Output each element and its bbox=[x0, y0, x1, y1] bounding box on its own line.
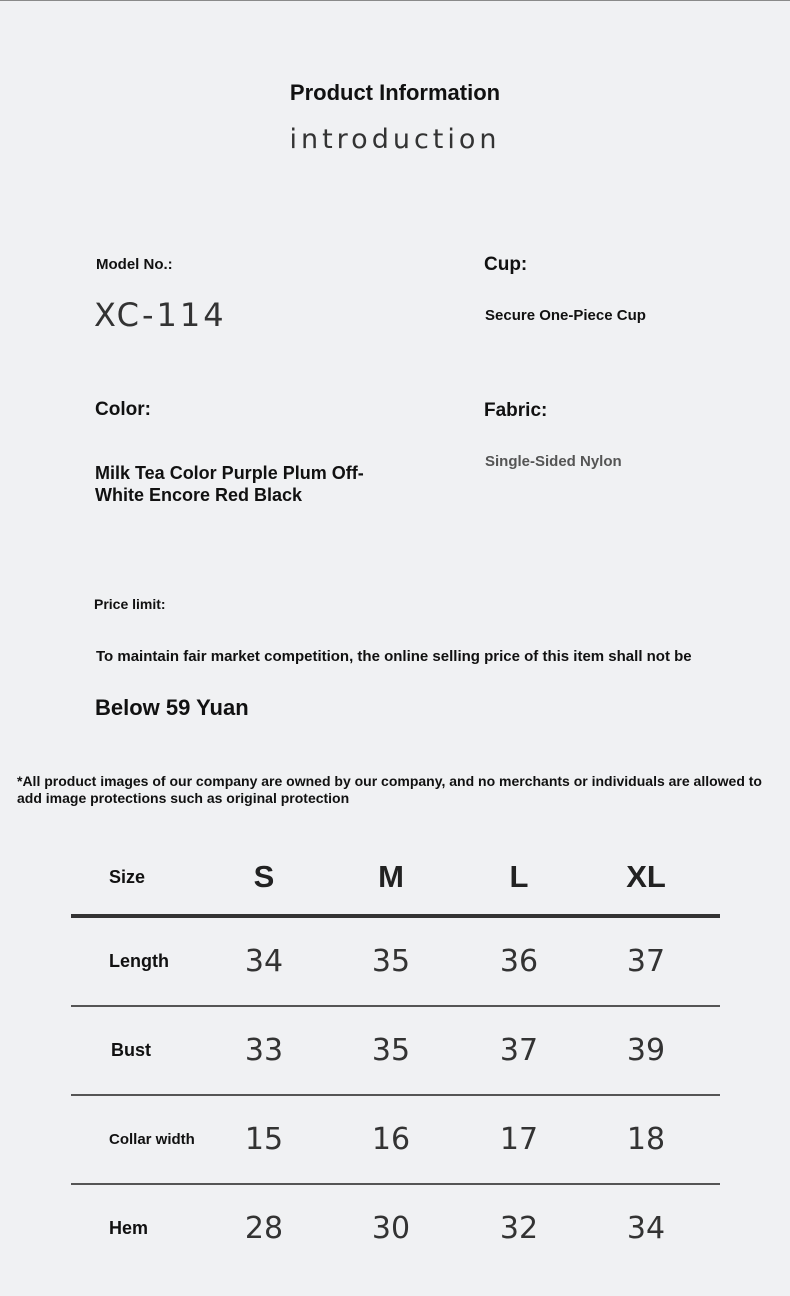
row-label: Bust bbox=[111, 1040, 151, 1060]
price-limit-description: To maintain fair market competition, the online selling price of this item shall not be bbox=[96, 648, 692, 665]
table-cell: 15 bbox=[244, 1122, 284, 1157]
cup-value: Secure One-Piece Cup bbox=[485, 307, 646, 324]
size-s: S bbox=[253, 859, 275, 894]
table-row-bust bbox=[71, 1007, 720, 1096]
cup-label: Cup: bbox=[484, 254, 528, 275]
model-value: XC-114 bbox=[94, 296, 227, 334]
table-cell: 36 bbox=[499, 944, 539, 979]
table-cell: 33 bbox=[244, 1033, 284, 1068]
table-cell: 18 bbox=[626, 1122, 666, 1157]
table-row-collar-width bbox=[71, 1096, 720, 1185]
size-m: M bbox=[378, 859, 404, 894]
row-label: Hem bbox=[109, 1218, 149, 1238]
table-cell: 35 bbox=[371, 944, 411, 979]
table-cell: 32 bbox=[499, 1211, 539, 1246]
table-cell: 37 bbox=[626, 944, 666, 979]
table-cell: 35 bbox=[371, 1033, 411, 1068]
page-title: Product Information bbox=[289, 80, 501, 105]
fabric-label: Fabric: bbox=[484, 400, 548, 421]
copyright-disclaimer: *All product images of our company are owned by our company, and no merchants or individuals are allowed to add image protections such as original protection bbox=[17, 773, 762, 806]
size-table bbox=[71, 840, 720, 1272]
size-xl: XL bbox=[626, 859, 666, 894]
price-limit-value: Below 59 Yuan bbox=[95, 695, 249, 720]
size-header-label: Size bbox=[109, 866, 146, 887]
table-cell: 17 bbox=[499, 1122, 539, 1157]
table-cell: 30 bbox=[371, 1211, 411, 1246]
row-label: Collar width bbox=[109, 1131, 195, 1148]
page-subtitle: introduction bbox=[289, 124, 501, 155]
row-label: Length bbox=[109, 951, 169, 971]
fabric-value: Single-Sided Nylon bbox=[485, 453, 622, 470]
size-l: L bbox=[509, 859, 529, 894]
table-row-hem bbox=[71, 1185, 720, 1272]
table-cell: 16 bbox=[371, 1122, 411, 1157]
top-divider bbox=[0, 0, 790, 1]
table-row-length bbox=[71, 918, 720, 1007]
price-limit-label: Price limit: bbox=[94, 596, 166, 612]
table-cell: 34 bbox=[626, 1211, 666, 1246]
table-cell: 28 bbox=[244, 1211, 284, 1246]
size-table-header bbox=[71, 840, 720, 918]
table-cell: 37 bbox=[499, 1033, 539, 1068]
color-label: Color: bbox=[95, 399, 151, 420]
model-label: Model No.: bbox=[96, 256, 173, 273]
color-value: Milk Tea Color Purple Plum Off-White Encore Red Black bbox=[95, 463, 364, 505]
table-cell: 39 bbox=[626, 1033, 666, 1068]
table-cell: 34 bbox=[244, 944, 284, 979]
